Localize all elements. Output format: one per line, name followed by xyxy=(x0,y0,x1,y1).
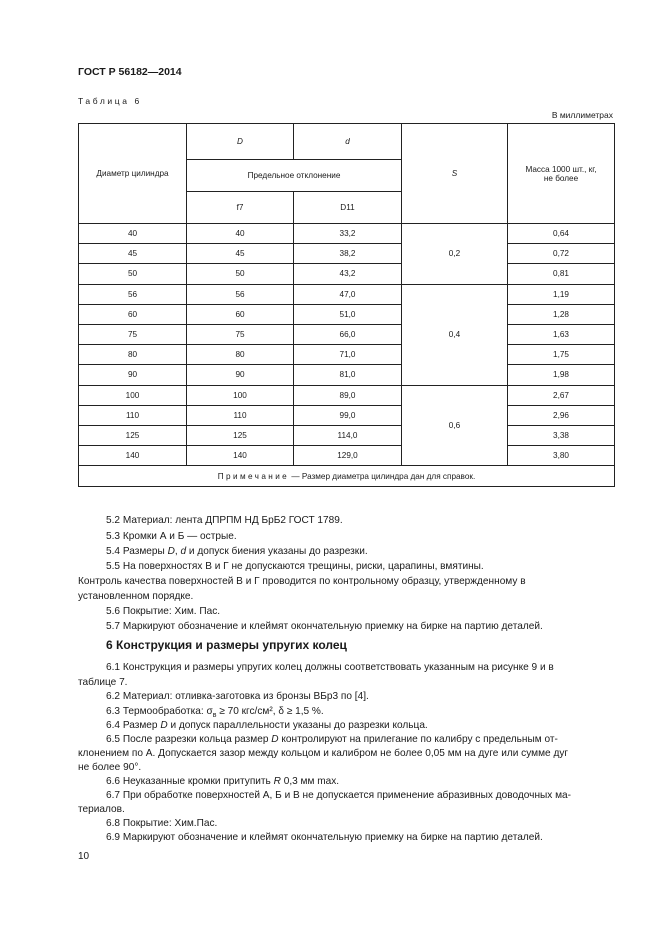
cell-mass: 1,63 xyxy=(508,324,615,344)
cell-mass: 2,67 xyxy=(508,385,615,405)
cell-mass: 3,80 xyxy=(508,446,615,466)
cell-mass: 1,98 xyxy=(508,365,615,385)
cell-d: 114,0 xyxy=(294,425,402,445)
cell-cylinder-diameter: 60 xyxy=(79,304,187,324)
cell-mass: 1,28 xyxy=(508,304,615,324)
cell-D: 50 xyxy=(187,264,294,284)
cell-d: 71,0 xyxy=(294,345,402,365)
header-tolerance: Предельное отклонение xyxy=(187,160,402,192)
paragraph-6-4: 6.4 Размер D и допуск параллельности указаны до разрезки кольца. xyxy=(106,720,428,731)
page-number: 10 xyxy=(78,851,90,862)
document-header: ГОСТ Р 56182—2014 xyxy=(78,66,182,78)
cell-mass: 2,96 xyxy=(508,405,615,425)
cell-D: 45 xyxy=(187,244,294,264)
cell-cylinder-diameter: 125 xyxy=(79,425,187,445)
paragraph-6-6: 6.6 Неуказанные кромки притупить R 0,3 мм max. xyxy=(106,776,340,787)
cell-mass: 0,64 xyxy=(508,224,615,244)
paragraph-5-5: 5.5 На поверхностях В и Г не допускаются трещины, риски, царапины, вмятины. xyxy=(106,561,484,572)
table-caption: Таблица 6 xyxy=(78,96,142,106)
cell-D: 75 xyxy=(187,324,294,344)
section-6-title: 6 Конструкция и размеры упругих колец xyxy=(106,638,347,652)
cell-D: 60 xyxy=(187,304,294,324)
cell-d: 43,2 xyxy=(294,264,402,284)
table-row xyxy=(79,284,615,304)
header-mass-line2: не более xyxy=(543,173,579,183)
table-row xyxy=(79,405,615,425)
cell-d: 129,0 xyxy=(294,446,402,466)
paragraph-6-8: 6.8 Покрытие: Хим.Пас. xyxy=(106,818,218,829)
table-row xyxy=(79,224,615,244)
table-units: В миллиметрах xyxy=(551,110,613,120)
header-cylinder-diameter: Диаметр цилиндра xyxy=(79,124,187,224)
table-row xyxy=(79,244,615,264)
paragraph-5-3: 5.3 Кромки А и Б — острые. xyxy=(106,531,237,542)
paragraph-5-7: 5.7 Маркируют обозначение и клеймят окончательную приемку на бирке на партию деталей. xyxy=(106,621,543,632)
paragraph-6-5-line3: не более 90°. xyxy=(78,762,142,773)
table-body xyxy=(79,224,615,466)
cell-d: 47,0 xyxy=(294,284,402,304)
cell-mass: 1,19 xyxy=(508,284,615,304)
paragraph-6-1-line1: 6.1 Конструкция и размеры упругих колец должны соответствовать указанным на рисунке 9 и в xyxy=(106,662,554,673)
cell-d: 33,2 xyxy=(294,224,402,244)
cell-S: 0,6 xyxy=(402,385,508,466)
cell-cylinder-diameter: 45 xyxy=(79,244,187,264)
cell-cylinder-diameter: 80 xyxy=(79,345,187,365)
header-mass-line1: Масса 1000 шт., кг, xyxy=(525,164,597,174)
cell-cylinder-diameter: 40 xyxy=(79,224,187,244)
paragraph-6-7-line2: териалов. xyxy=(78,804,125,815)
table-row xyxy=(79,385,615,405)
paragraph-6-5-line1: 6.5 После разрезки кольца размер D контролируют на прилегание по калибру с предельным от- xyxy=(106,734,558,745)
cell-S: 0,4 xyxy=(402,284,508,385)
table-row xyxy=(79,446,615,466)
header-d: d xyxy=(294,124,402,160)
cell-cylinder-diameter: 100 xyxy=(79,385,187,405)
paragraph-5-5b-line1: Контроль качества поверхностей В и Г проводится по контрольному образцу, утвержденному в xyxy=(78,576,526,587)
header-D11: D11 xyxy=(294,192,402,224)
table-row xyxy=(79,365,615,385)
cell-mass: 3,38 xyxy=(508,425,615,445)
header-f7: f7 xyxy=(187,192,294,224)
cell-d: 89,0 xyxy=(294,385,402,405)
dimensions-table xyxy=(78,123,615,487)
paragraph-6-1-line2: таблице 7. xyxy=(78,677,128,688)
paragraph-6-3: 6.3 Термообработка: $\sigma_в \ge 70$ кгс/см², δ ≥ 1,5 %. xyxy=(106,706,324,720)
cell-D: 40 xyxy=(187,224,294,244)
cell-cylinder-diameter: 50 xyxy=(79,264,187,284)
header-D: D xyxy=(187,124,294,160)
cell-D: 110 xyxy=(187,405,294,425)
header-mass xyxy=(508,124,615,224)
note-text: — Размер диаметра цилиндра дан для справок. xyxy=(289,471,476,481)
cell-mass: 1,75 xyxy=(508,345,615,365)
table-row xyxy=(79,345,615,365)
cell-cylinder-diameter: 110 xyxy=(79,405,187,425)
paragraph-5-4: 5.4 Размеры D, d и допуск биения указаны до разрезки. xyxy=(106,546,368,557)
cell-d: 38,2 xyxy=(294,244,402,264)
paragraph-6-5-line2: клонением по А. Допускается зазор между кольцом и калибром не более 0,05 мм на дуге или сумме дуг xyxy=(78,748,569,759)
cell-cylinder-diameter: 140 xyxy=(79,446,187,466)
cell-D: 56 xyxy=(187,284,294,304)
cell-mass: 0,81 xyxy=(508,264,615,284)
paragraph-5-6: 5.6 Покрытие: Хим. Пас. xyxy=(106,606,221,617)
paragraph-5-5b-line2: установленном порядке. xyxy=(78,591,194,602)
cell-D: 125 xyxy=(187,425,294,445)
table-note xyxy=(79,466,615,487)
table-row xyxy=(79,304,615,324)
cell-D: 140 xyxy=(187,446,294,466)
table-row xyxy=(79,425,615,445)
table-row xyxy=(79,264,615,284)
cell-d: 81,0 xyxy=(294,365,402,385)
paragraph-6-7-line1: 6.7 При обработке поверхностей А, Б и В не допускается применение абразивных доводочных ма- xyxy=(106,790,572,801)
cell-d: 66,0 xyxy=(294,324,402,344)
note-label: Примечание xyxy=(217,471,290,481)
cell-cylinder-diameter: 90 xyxy=(79,365,187,385)
cell-D: 80 xyxy=(187,345,294,365)
cell-D: 100 xyxy=(187,385,294,405)
cell-mass: 0,72 xyxy=(508,244,615,264)
paragraph-6-9: 6.9 Маркируют обозначение и клеймят окончательную приемку на бирке на партию деталей. xyxy=(106,832,543,843)
paragraph-5-2: 5.2 Материал: лента ДПРПМ НД БрБ2 ГОСТ 1789. xyxy=(106,515,343,526)
cell-cylinder-diameter: 75 xyxy=(79,324,187,344)
header-S: S xyxy=(402,124,508,224)
cell-cylinder-diameter: 56 xyxy=(79,284,187,304)
cell-D: 90 xyxy=(187,365,294,385)
cell-d: 51,0 xyxy=(294,304,402,324)
table-row xyxy=(79,324,615,344)
paragraph-6-2: 6.2 Материал: отливка-заготовка из бронзы ВБр3 по [4]. xyxy=(106,691,369,702)
cell-d: 99,0 xyxy=(294,405,402,425)
cell-S: 0,2 xyxy=(402,224,508,285)
